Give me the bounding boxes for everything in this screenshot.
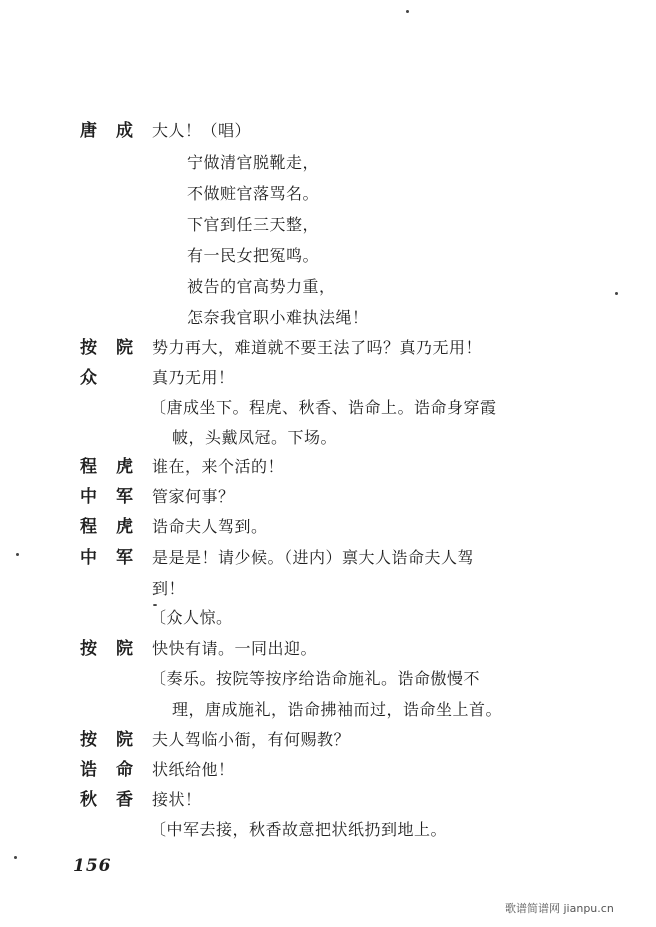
dialogue-line: 大人！（唱） — [152, 121, 252, 140]
dialogue-line: 快快有请。一同出迎。 — [152, 639, 318, 658]
dialogue-line: 诰命夫人驾到。 — [152, 517, 268, 536]
stage-direction-cont: 理，唐成施礼，诰命拂袖而过，诰命坐上首。 — [172, 700, 503, 719]
dialogue-line: 管家何事？ — [152, 487, 235, 506]
dialogue-line: 接状！ — [152, 790, 202, 809]
page-number: 156 — [73, 856, 112, 876]
stage-direction: 〔中军去接，秋香故意把状纸扔到地上。 — [150, 820, 448, 839]
book-page: 唐 成 大人！（唱） 宁做清官脱靴走， 不做赃官落骂名。 下官到任三天整， 有一民女把冤鸣。 被告的官高势力重， 怎奈我官职小难执法绳！ 按 院 势力再大，难道就不要王法了吗？真乃无用！ 众 真乃无用！ 〔唐成坐下。程虎、秋香、诰命上。诰命身穿霞 帔，头戴凤冠。下场。 程 虎 谁在，来个活的！ 中 军 管家何事？ 程 虎 诰命夫人驾到。 中 军 是是是！请少候。（进内）禀大人诰命夫人驾 到！ 〔众人惊。 按 院 快快有请。一同出迎。 〔奏乐。按院等按序给诰命施礼。诰命傲慢不 理，唐成施礼，诰命拂袖而过，诰命坐上首。 按 院 夫人驾临小衙，有何赐教？ 诰 命 状纸给他！ 秋 香 接状！ 〔中军去接，秋香故意把状纸扔到地上。 156 歌谱简谱网 jianpu.cn — [0, 0, 656, 927]
dialogue-line: 势力再大，难道就不要王法了吗？真乃无用！ — [152, 338, 483, 357]
stage-direction: 〔唐成坐下。程虎、秋香、诰命上。诰命身穿霞 — [150, 398, 497, 417]
scan-speck — [16, 553, 19, 556]
verse-line: 宁做清官脱靴走， — [187, 153, 320, 172]
verse-line: 不做赃官落骂名。 — [187, 184, 320, 203]
stage-direction: 〔奏乐。按院等按序给诰命施礼。诰命傲慢不 — [150, 669, 481, 688]
dialogue-line: 谁在，来个活的！ — [152, 457, 285, 476]
scan-speck — [14, 856, 17, 859]
dialogue-line: 是是是！请少候。（进内）禀大人诰命夫人驾 — [152, 548, 475, 567]
dialogue-line: 状纸给他！ — [152, 760, 235, 779]
verse-line: 有一民女把冤鸣。 — [187, 246, 320, 265]
stage-direction: 〔众人惊。 — [150, 608, 233, 627]
verse-line: 下官到任三天整， — [187, 215, 320, 234]
scan-speck — [615, 292, 618, 295]
verse-line: 被告的官高势力重， — [187, 277, 336, 296]
dialogue-line-cont: 到！ — [152, 579, 186, 598]
scan-speck — [153, 604, 157, 606]
stage-direction-cont: 帔，头戴凤冠。下场。 — [172, 428, 338, 447]
dialogue-line: 真乃无用！ — [152, 368, 235, 387]
verse-line: 怎奈我官职小难执法绳！ — [187, 308, 369, 327]
scan-speck — [406, 10, 409, 13]
site-watermark: 歌谱简谱网 jianpu.cn — [505, 902, 614, 915]
dialogue-line: 夫人驾临小衙，有何赐教？ — [152, 730, 351, 749]
